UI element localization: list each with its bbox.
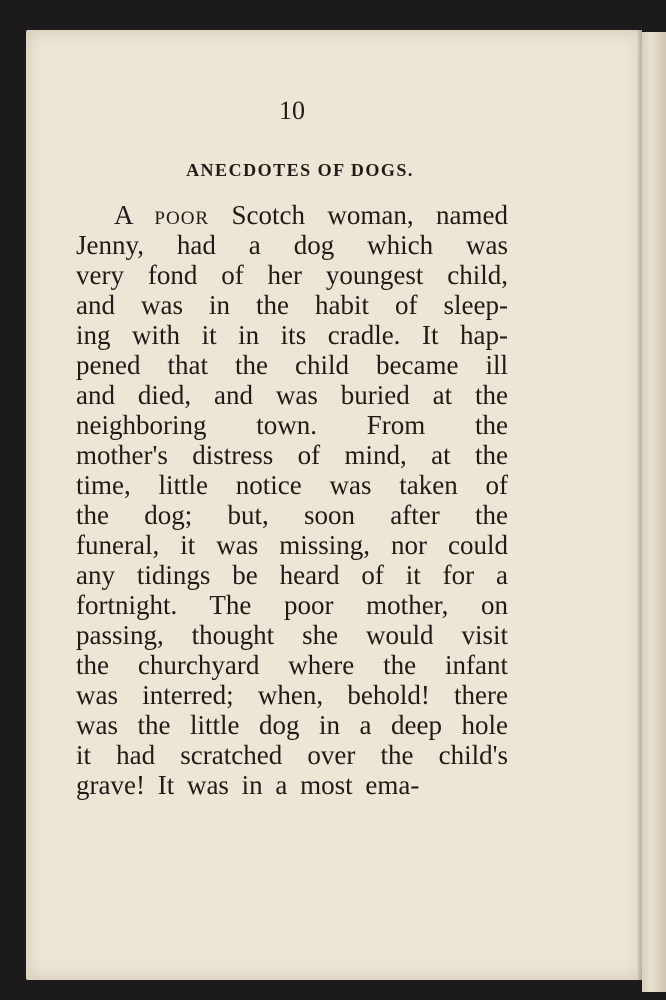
text-line: neighboring town. From the <box>76 410 508 440</box>
text-line: grave! It was in a most ema- <box>76 770 420 800</box>
text-line: and was in the habit of sleep- <box>76 290 508 320</box>
text-line: mother's distress of mind, at the <box>76 440 508 470</box>
text-line: passing, thought she would visit <box>76 620 508 650</box>
page-title: ANECDOTES OF DOGS. <box>186 160 414 180</box>
text-line: was the little dog in a deep hole <box>76 710 508 740</box>
text-line: any tidings be heard of it for a <box>76 560 508 590</box>
opening-word: A <box>114 200 133 230</box>
text-line: the churchyard where the infant <box>76 650 508 680</box>
text-line: pened that the child became ill <box>76 350 508 380</box>
text-line: it had scratched over the child's <box>76 740 508 770</box>
text-line: Jenny, had a dog which was <box>76 230 508 260</box>
first-line-rest: Scotch woman, named <box>231 200 509 230</box>
text-line: ing with it in its cradle. It hap- <box>76 320 508 350</box>
text-line: time, little notice was taken of <box>76 470 508 500</box>
text-line: fortnight. The poor mother, on <box>76 590 508 620</box>
page-number: 10 <box>279 96 305 125</box>
text-line: funeral, it was missing, nor could <box>76 530 508 560</box>
opening-smallcaps: poor <box>154 200 210 230</box>
text-line: very fond of her youngest child, <box>76 260 508 290</box>
text-line <box>76 200 508 230</box>
text-line: and died, and was buried at the <box>76 380 508 410</box>
facing-page-edge <box>642 32 666 992</box>
text-line: the dog; but, soon after the <box>76 500 508 530</box>
body-text <box>76 200 508 800</box>
text-line: was interred; when, behold! there <box>76 680 508 710</box>
